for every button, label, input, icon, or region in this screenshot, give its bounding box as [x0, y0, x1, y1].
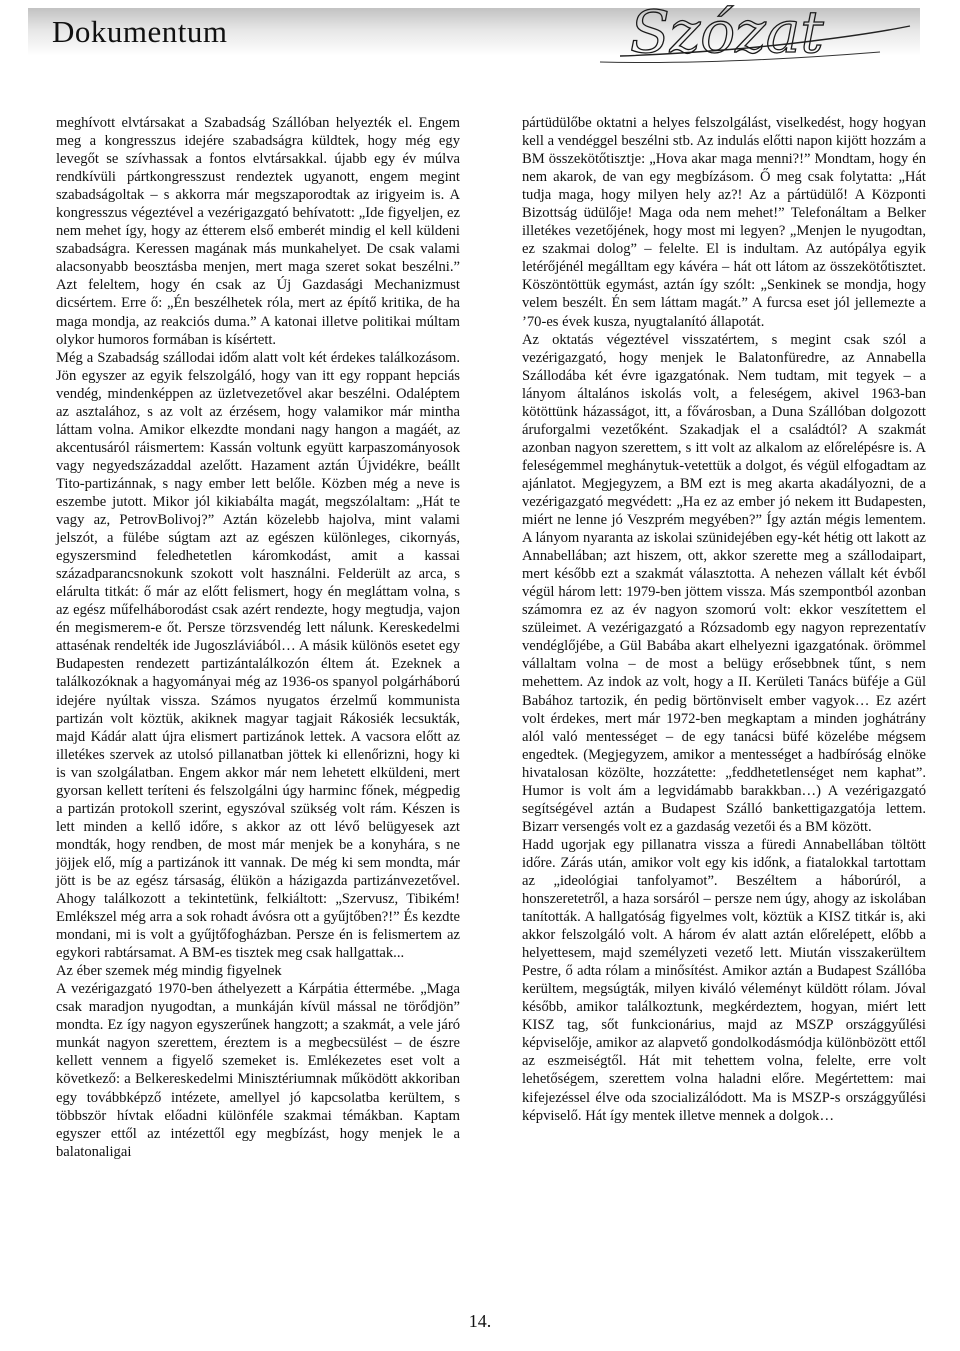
article-column-left	[56, 114, 460, 1161]
paragraph: Hadd ugorjak egy pillanatra vissza a füredi Annabellában töltött időre. Zárás után, amikor volt egy kis időnk, a fiatalokkal tartottam az „ideológiai tanfolyamot”. Beszéltem a háborúról, a honszeretetről, a haza sorsáról – persze nem úgy, ahogy az iskolában tanították. A hallgatóság figyelmes volt, köztük a KISZ titkár is, aki akkor felszolgáló volt. A három év alatt aztán előrelépett, előbb a helyettesem, majd személyzeti vezető lett. Miután visszakerültem Pestre, ő adta rólam a minősítést. Amikor aztán a Budapest Szállóba kerültem, megsúgták, milyen kiváló véleményt küldött rólam. Jóval később, amikor találkoztunk, megkérdeztem, hogyan, miért lett KISZ tag, sőt funkcionárius, majd az MSZP országgyűlési képviselője, amikor az alapvető gondolkodásmódja különbözött ettől az eszmeiségtől. Hát mit tehettem volna, felelte, erre volt lehetőségem, szerettem volna haladni előre. Megértettem: mai kifejezéssel élve oda szocializálódott. Ma is MSZP-s országgyűlési képviselő. Hát így mentek illetve mennek a dolgok…	[522, 836, 926, 1124]
page-number: 14.	[468, 1311, 492, 1331]
paragraph: Az oktatás végeztével visszatértem, s megint csak szól a vezérigazgató, hogy menjek le Balatonfüredre, az Annabella Szállodába két évre igazgatónak. Nem tudtam, mit tegyek – a lányom általános iskolás volt, a feleségem, akivel 1963-ban kötöttünk házasságot, itt, a fővárosban, a Duna Szállóban dolgozott áruforgalmi vezetőként. Szakadjak el a családtól? A szakmát azonban nagyon szerettem, s itt volt az alkalom az előrelépésre is. A feleségemmel meghánytuk-vetettük a dolgot, és végül elfogadtam az ajánlatot. Megjegyzem, a BM ezt is meg akarta akadályozni, de a vezérigazgató megvédett: „Ha ez az ember jó nekem itt Budapesten, miért ne lenne jó Veszprém megyében?” Így aztán mégis lementem. A lányom nyaranta az iskolai szünidejében egy-két hétig ott lakott az Annabellában; azt hiszem, ott, akkor szerette meg a szállodaipart, mert később ezt a szakmát választotta. A nehezen vállalt két évből végül három lett: 1979-ben jöttem vissza. Más szempontból azonban számomra ez az év nagyon szomorú volt: ekkor veszítettem el szüleimet. A vezérigazgató a Rózsadomb egy nagyon reprezentatív vendéglőjébe, a Gül Babába akart elhelyezni igazgatónak. örömmel vállaltam volna – de most a belügy erősebbnek tűnt, s nem mehettem. Az indok az volt, hogy a II. Kerületi Tanács büféje a Gül Babához tartozik, én pedig börtönviselt ember vagyok… Ez azért volt érdekes, mert már 1972-ben megkaptam a minden joghátrány alól való mentességet – de egy tanácsi büfé közelébe mégsem engedtek. (Megjegyzem, amikor a mentességet a hadbíróság elnöke hivatalosan közölte, hozzátette: „feddhetetlenséget nem kaphat”. Humor is volt ám a legvidámabb barakkban…) A vezérigazgató segítségével aztán a Budapest Szálló bankettigazgatója lettem. Bizarr versengés volt ez a gazdaság vezetői és a BM között.	[522, 331, 926, 835]
paragraph: meghívott elvtársakat a Szabadság Szállóban helyezték el. Engem meg a kongresszus idejére szabadságra küldtek, hogy még egy levegőt se szívhassak a fontos elvtársakkal. újabb egy év múlva rendkívüli pártkongresszust rendeztek ugyanott, engem megint szabadságoltak – s akkorra már megszaporodtak az irigyeim is. A kongresszus végeztével a vezérigazgató behívatott: „Ide figyeljen, ez nem mehet így, hogy az étterem első emberét mindig el kell küldeni szabadságra. Keressen magának más munkahelyet. De csak valami alacsonyabb beosztásba menjen, mert maga szeret sokat beszélni.” Azt feleltem, hogy én csak az Új Gazdasági Mechanizmust dicsértem. Erre ő: „Én beszélhetek róla, mert az építő kritika, de ha maga mondja, az reakciós duma.” A katonai illetve politikai múltam olykor humoros formában is kísértett.	[56, 115, 460, 348]
paragraph: Még a Szabadság szállodai időm alatt volt két érdekes találkozásom. Jön egyszer az egyik felszolgáló, hogy van itt egy roppant hepciás vendég, mindenképpen az üzletvezetővel akar beszélni. Odaléptem az asztalához, s az volt az érzésem, hogy valamikor már mintha láttam volna. Amikor elkezdte mondani nagy hangon a magáét, az akcentusáról ráismertem: Kassán voltunk együtt karpaszományosok vagy negyedszázaddal azelőtt. Hazament aztán Újvidékre, beállt Tito-partizánnak, s nagy ember lett belőle. Közben még a neve is eszembe jutott. Mikor jól kikiabálta magát, megszólaltam: „Hát te vagy az, PetrovBolivoj?” Aztán közelebb hajolva, mint valami jelszót, a fülébe súgtam azt az egészen különleges, cikornyás, egyszersmind feledhetetlen káromkodást, amit a kassai századparancsnokunk szokott volt használni. Felderült az arca, s elárulta titkát: ő már az előtt felismert, hogy én megláttam volna, s az egész műfelháborodást csak azért rendezte, hogy megtudja, vajon én megismerem-e őt. Persze törzsvendég lett nálunk. Kereskedelmi attasénak rendelték ide Jugoszláviából… A másik különös esetet egy Budapesten rendezett partizántalálkozón éltem át. Ezeknek a találkozóknak a hagyományai még az 1936-os spanyol polgárháború idejére nyúltak vissza. Számos nyugatos érzelmű kommunista partizán volt köztük, akiknek magyar tagjait Rákosiék lecsukták, majd Kádár alatt újra elismert partizánok lettek. A vacsora előtt az illetékes szervek az utolsó pillanatban jöttek ki ellenőrizni, hogy ki is van szolgálatban. Engem akkor már nem lehetett elküldeni, mert gyorsan kellett teríteni és felszolgálni úgy harminc főnek, mégpedig a partizán protokoll szerint, egyszóval szükség volt rám. Készen is lett minden a kellő időre, s akkor az ott lévő belügyesek azt mondták, hogy rendben, de most már menjek be a konyhára, s ne jöjjek elő, míg a partizánok itt vannak. De még ki sem mondta, már jött is be az egész társaság, élükön a házigazda partizánvezetővel. Ahogy találkozott a tekintetünk, felkiáltott: „Szervusz, Tibikém! Emlékszel még arra a sok rohadt ávósra ott a gyűjtőben?!” És kezdte mondani, mi is volt a gyűjtőfogházban. Persze én is felismertem az egykori rabtársamat. A BM-es tisztek meg csak hallgattak...	[56, 349, 460, 962]
szozat-logo	[560, 0, 930, 80]
page-header	[0, 0, 960, 80]
subheading: Az éber szemek még mindig figyelnek	[56, 963, 282, 980]
logo-wordmark: Szózat	[630, 0, 824, 66]
section-title: Dokumentum	[52, 14, 228, 49]
article-column-right	[522, 114, 926, 1125]
paragraph: pártüdülőbe oktatni a helyes felszolgálást, viselkedést, hogy hogyan kell a vendéggel beszélni stb. Az indulás előtti napon kijött hozzám a BM összekötőtisztje: „Hova akar maga menni?!” Mondtam, hogy én nem akarok, de van egy megbízásom. Ő meg csak folytatta: „Hát tudja maga, hogy milyen hely az?! Az a pártüdülő! A Központi Bizottság üdülője! Maga oda nem mehet!” Telefonáltam a Belker illetékes vezetőjének, hogy most mi legyen? „Menjen le nyugodtan, ez szakmai dolog” – felelte. El is indultam. Az autópálya egyik letérőjénél megálltam egy kávéra – hát ott látom az összekötőtisztet. Köszöntöttük egymást, aztán így szólt: „Senkinek se mondja, hogy velem beszélt. Én sem láttam magát.” A furcsa eset jól jellemezte a ’70-es évek kusza, nyugtalanító állapotát.	[522, 115, 926, 330]
paragraph: A vezérigazgató 1970-ben áthelyezett a Kárpátia éttermébe. „Maga csak maradjon nyugodtan, a munkáján kívül mással ne törődjön” mondta. Ez így nagyon egyszerűnek hangzott; a szakmát, a vele járó munkát nagyon szerettem, éreztem is a megbecsülést – de észre kellett vennem a figyelő szemeket is. Emlékezetes eset volt a következő: a Belkereskedelmi Minisztériumnak működött akkoriban egy továbbképző intézete, amellyel jó kapcsolatba kerültem, s többször hívtak előadni különféle szakmai témákban. Kaptam egyszer ettől az intézettől egy megbízást, hogy menjek le a balatonaligai	[56, 981, 460, 1160]
